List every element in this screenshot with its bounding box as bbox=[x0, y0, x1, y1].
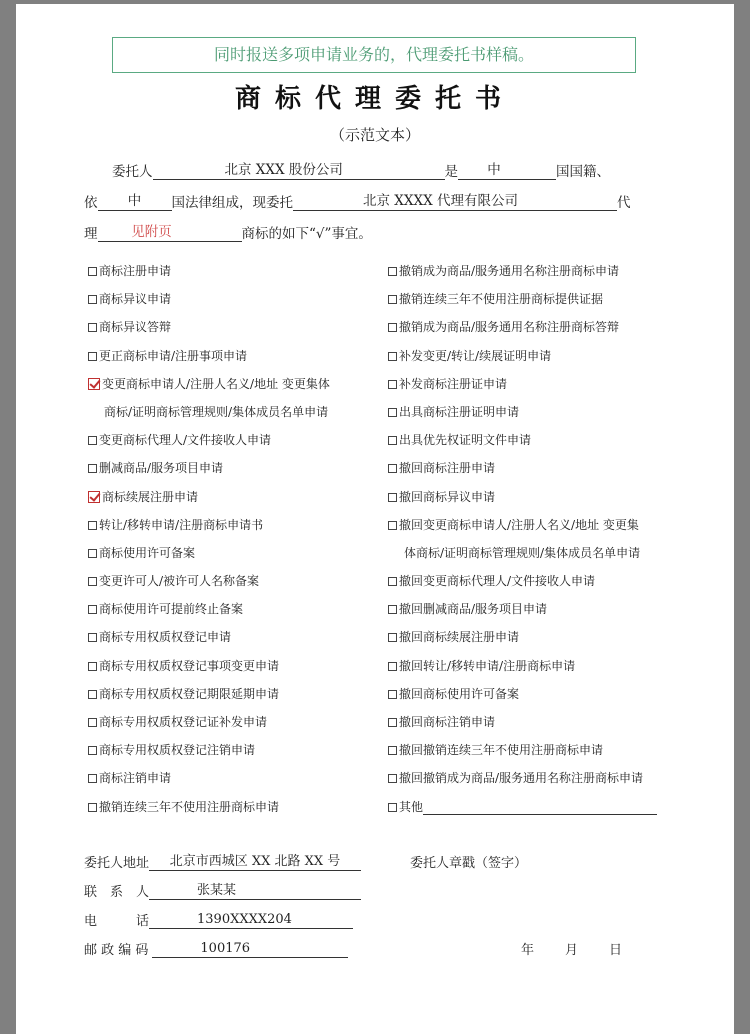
checklist-item-label: 补发变更/转让/续展证明申请 bbox=[399, 349, 551, 363]
checkbox-icon[interactable] bbox=[88, 549, 97, 558]
checklist-item[interactable] bbox=[88, 370, 330, 398]
checklist-item-label: 撤销成为商品/服务通用名称注册商标答辩 bbox=[399, 320, 619, 334]
checkbox-icon[interactable] bbox=[388, 295, 397, 304]
law-country-value: 中 bbox=[128, 193, 142, 209]
checklist-item-label: 撤回转让/移转申请/注册商标申请 bbox=[399, 659, 575, 673]
checkbox-icon[interactable] bbox=[388, 718, 397, 727]
postcode-field[interactable] bbox=[152, 940, 348, 958]
address-field[interactable] bbox=[149, 853, 361, 871]
checklist-item[interactable] bbox=[388, 764, 657, 792]
checklist-item-label: 商标续展注册申请 bbox=[102, 490, 198, 504]
checklist-item-label: 商标专用权质权登记证补发申请 bbox=[99, 715, 267, 729]
intro-line-1 bbox=[112, 160, 610, 180]
checklist-item[interactable] bbox=[388, 680, 657, 708]
checklist-item[interactable] bbox=[388, 313, 657, 341]
agent-value: 北京 XXXX 代理有限公司 bbox=[293, 193, 518, 209]
checklist-item[interactable] bbox=[388, 708, 657, 736]
checklist-item[interactable] bbox=[388, 595, 657, 623]
checklist-item-label: 撤回商标注册申请 bbox=[399, 461, 495, 475]
checklist-item[interactable] bbox=[88, 652, 330, 680]
checkbox-icon[interactable] bbox=[88, 323, 97, 332]
nationality-field[interactable] bbox=[458, 162, 556, 180]
intro-line-3 bbox=[84, 222, 372, 242]
checklist-item[interactable] bbox=[388, 398, 657, 426]
checkbox-icon[interactable] bbox=[388, 493, 397, 502]
checkbox-icon[interactable] bbox=[388, 464, 397, 473]
phone-field[interactable] bbox=[149, 911, 353, 929]
checkbox-icon[interactable] bbox=[88, 690, 97, 699]
right-checklist bbox=[388, 257, 657, 821]
checklist-item[interactable] bbox=[88, 708, 330, 736]
postcode-row bbox=[84, 939, 348, 958]
left-checklist bbox=[88, 257, 330, 821]
document-page bbox=[16, 4, 734, 1034]
checkbox-icon[interactable] bbox=[388, 521, 397, 530]
checkbox-icon[interactable] bbox=[388, 633, 397, 642]
contact-value: 张某某 bbox=[149, 883, 236, 898]
checklist-item[interactable] bbox=[388, 285, 657, 313]
checklist-item-label: 转让/移转申请/注册商标申请书 bbox=[99, 518, 263, 532]
contact-field[interactable] bbox=[149, 882, 361, 900]
checklist-item-label: 出具商标注册证明申请 bbox=[399, 405, 519, 419]
is-label: 是 bbox=[445, 164, 459, 180]
checklist-item[interactable] bbox=[388, 736, 657, 764]
trademark-field[interactable] bbox=[98, 224, 242, 242]
checkbox-icon[interactable] bbox=[88, 436, 97, 445]
principal-field[interactable] bbox=[153, 162, 445, 180]
checklist-item[interactable] bbox=[88, 567, 330, 595]
checklist-item-label: 商标专用权质权登记事项变更申请 bbox=[99, 659, 279, 673]
checklist-item-label: 撤回商标续展注册申请 bbox=[399, 630, 519, 644]
checklist-item-label: 商标使用许可备案 bbox=[99, 546, 195, 560]
checkbox-icon[interactable] bbox=[388, 436, 397, 445]
checklist-item-label: 商标专用权质权登记期限延期申请 bbox=[99, 687, 279, 701]
handle-label: 理 bbox=[84, 226, 98, 242]
checklist-item-label: 商标/证明商标管理规则/集体成员名单申请 bbox=[104, 405, 328, 419]
checkbox-icon[interactable] bbox=[88, 295, 97, 304]
checklist-item-label: 撤回商标使用许可备案 bbox=[399, 687, 519, 701]
checklist-item-label: 变更许可人/被许可人名称备案 bbox=[99, 574, 259, 588]
checkbox-icon[interactable] bbox=[88, 718, 97, 727]
checklist-item[interactable] bbox=[88, 257, 330, 285]
checkbox-icon[interactable] bbox=[388, 605, 397, 614]
checklist-item[interactable] bbox=[388, 483, 657, 511]
checklist-item-continuation bbox=[88, 398, 330, 426]
checklist-item[interactable] bbox=[88, 454, 330, 482]
seal-label: 委托人章戳（签字） bbox=[410, 852, 527, 871]
checkbox-icon[interactable] bbox=[388, 380, 397, 389]
checklist-item-label: 撤回商标异议申请 bbox=[399, 490, 495, 504]
checkbox-icon[interactable] bbox=[388, 352, 397, 361]
checkbox-icon[interactable] bbox=[88, 605, 97, 614]
checkbox-icon[interactable] bbox=[388, 690, 397, 699]
checklist-item[interactable] bbox=[388, 370, 657, 398]
checklist-item[interactable] bbox=[388, 426, 657, 454]
checklist-item[interactable] bbox=[88, 793, 330, 821]
document-subtitle: （示范文本） bbox=[16, 124, 734, 145]
checklist-item[interactable] bbox=[88, 426, 330, 454]
checklist-item-label: 商标异议申请 bbox=[99, 292, 171, 306]
principal-label: 委托人 bbox=[112, 164, 153, 180]
checklist-item-label: 撤销连续三年不使用注册商标申请 bbox=[99, 800, 279, 814]
checklist-item-label: 其他 bbox=[399, 800, 423, 814]
checklist-item[interactable] bbox=[388, 511, 657, 539]
checklist-item-label: 撤销成为商品/服务通用名称注册商标申请 bbox=[399, 264, 619, 278]
checklist-item-label: 撤回删减商品/服务项目申请 bbox=[399, 602, 547, 616]
checklist-item-label: 商标异议答辩 bbox=[99, 320, 171, 334]
checklist-item[interactable] bbox=[388, 257, 657, 285]
checkbox-icon[interactable] bbox=[388, 577, 397, 586]
checkbox-icon[interactable] bbox=[388, 803, 397, 812]
checkbox-icon[interactable] bbox=[388, 408, 397, 417]
checklist-item[interactable] bbox=[88, 595, 330, 623]
checklist-item-label: 商标注册申请 bbox=[99, 264, 171, 278]
checkbox-icon[interactable] bbox=[88, 803, 97, 812]
checkbox-icon[interactable] bbox=[88, 774, 97, 783]
checklist-item[interactable] bbox=[388, 652, 657, 680]
checklist-item[interactable] bbox=[88, 285, 330, 313]
checklist-item-label: 撤销连续三年不使用注册商标提供证据 bbox=[399, 292, 603, 306]
checklist-item[interactable] bbox=[88, 539, 330, 567]
nationality-suffix: 国国籍、 bbox=[556, 164, 610, 180]
checkbox-icon[interactable] bbox=[388, 267, 397, 276]
checkbox-icon[interactable] bbox=[388, 774, 397, 783]
checklist-item-label: 撤回撤销成为商品/服务通用名称注册商标申请 bbox=[399, 771, 643, 785]
checklist-item-label: 商标专用权质权登记注销申请 bbox=[99, 743, 255, 757]
checklist-item[interactable] bbox=[388, 567, 657, 595]
law-country-field[interactable] bbox=[98, 193, 172, 211]
checkbox-icon[interactable] bbox=[88, 746, 97, 755]
checklist-item[interactable] bbox=[388, 342, 657, 370]
document-title: 商标代理委托书 bbox=[16, 78, 734, 115]
checklist-item-continuation bbox=[388, 539, 657, 567]
checklist-item[interactable] bbox=[388, 454, 657, 482]
contact-label: 联 系 人 bbox=[84, 885, 149, 900]
checklist-item[interactable] bbox=[388, 793, 657, 821]
checked-checkbox-icon[interactable] bbox=[88, 378, 100, 390]
day-label: 日 bbox=[609, 939, 622, 958]
law-text: 国法律组成，现委托 bbox=[172, 195, 294, 211]
checklist-item-label: 撤回商标注销申请 bbox=[399, 715, 495, 729]
checkbox-icon[interactable] bbox=[88, 267, 97, 276]
postcode-label: 邮 政 编 码 bbox=[84, 943, 148, 958]
checklist-item-label: 商标注销申请 bbox=[99, 771, 171, 785]
postcode-value: 100176 bbox=[152, 941, 250, 956]
trademark-suffix: 商标的如下“√”事宜。 bbox=[242, 226, 372, 242]
nationality-value: 中 bbox=[487, 162, 501, 178]
checklist-item-label: 删减商品/服务项目申请 bbox=[99, 461, 223, 475]
checkbox-icon[interactable] bbox=[88, 633, 97, 642]
address-value: 北京市西城区 XX 北路 XX 号 bbox=[170, 854, 341, 869]
checklist-item-label: 撤回撤销连续三年不使用注册商标申请 bbox=[399, 743, 603, 757]
month-label: 月 bbox=[565, 939, 578, 958]
checklist-item[interactable] bbox=[88, 680, 330, 708]
checked-checkbox-icon[interactable] bbox=[88, 491, 100, 503]
checklist-item-label: 商标使用许可提前终止备案 bbox=[99, 602, 243, 616]
checklist-item-label: 撤回变更商标申请人/注册人名义/地址 变更集 bbox=[399, 518, 639, 532]
address-label: 委托人地址 bbox=[84, 856, 149, 871]
checkbox-icon[interactable] bbox=[88, 577, 97, 586]
checklist-item[interactable] bbox=[88, 511, 330, 539]
agent-suffix: 代 bbox=[617, 195, 631, 211]
checklist-item[interactable] bbox=[88, 483, 330, 511]
checkbox-icon[interactable] bbox=[88, 662, 97, 671]
checklist-item[interactable] bbox=[88, 764, 330, 792]
checklist-item[interactable] bbox=[88, 736, 330, 764]
phone-row bbox=[84, 910, 353, 929]
checkbox-icon[interactable] bbox=[88, 464, 97, 473]
checkbox-icon[interactable] bbox=[88, 352, 97, 361]
address-row bbox=[84, 852, 361, 871]
checklist-item-label: 出具优先权证明文件申请 bbox=[399, 433, 531, 447]
phone-value: 1390XXXX204 bbox=[149, 912, 292, 927]
phone-label: 电 话 bbox=[84, 914, 149, 929]
sample-notice-box: 同时报送多项申请业务的，代理委托书样稿。 bbox=[112, 37, 636, 73]
checklist-item-label: 撤回变更商标代理人/文件接收人申请 bbox=[399, 574, 595, 588]
other-input-line[interactable] bbox=[423, 800, 657, 815]
checklist-item-label: 更正商标申请/注册事项申请 bbox=[99, 349, 247, 363]
year-label: 年 bbox=[521, 939, 534, 958]
checkbox-icon[interactable] bbox=[88, 521, 97, 530]
checklist-item[interactable] bbox=[88, 313, 330, 341]
checkbox-icon[interactable] bbox=[388, 323, 397, 332]
checkbox-icon[interactable] bbox=[388, 746, 397, 755]
contact-row bbox=[84, 881, 361, 900]
trademark-value: 见附页 bbox=[131, 224, 172, 240]
according-label: 依 bbox=[84, 195, 98, 211]
agent-field[interactable] bbox=[293, 193, 617, 211]
principal-value: 北京 XXX 股份公司 bbox=[153, 162, 343, 178]
checklist-item-label: 商标专用权质权登记申请 bbox=[99, 630, 231, 644]
intro-line-2 bbox=[84, 191, 631, 211]
checklist-item-label: 补发商标注册证申请 bbox=[399, 377, 507, 391]
checklist-item-label: 体商标/证明商标管理规则/集体成员名单申请 bbox=[404, 546, 640, 560]
checklist-item-label: 变更商标代理人/文件接收人申请 bbox=[99, 433, 271, 447]
checklist-item[interactable] bbox=[388, 623, 657, 651]
checkbox-icon[interactable] bbox=[388, 662, 397, 671]
checklist-item[interactable] bbox=[88, 342, 330, 370]
checklist-item[interactable] bbox=[88, 623, 330, 651]
checklist-item-label: 变更商标申请人/注册人名义/地址 变更集体 bbox=[102, 377, 330, 391]
